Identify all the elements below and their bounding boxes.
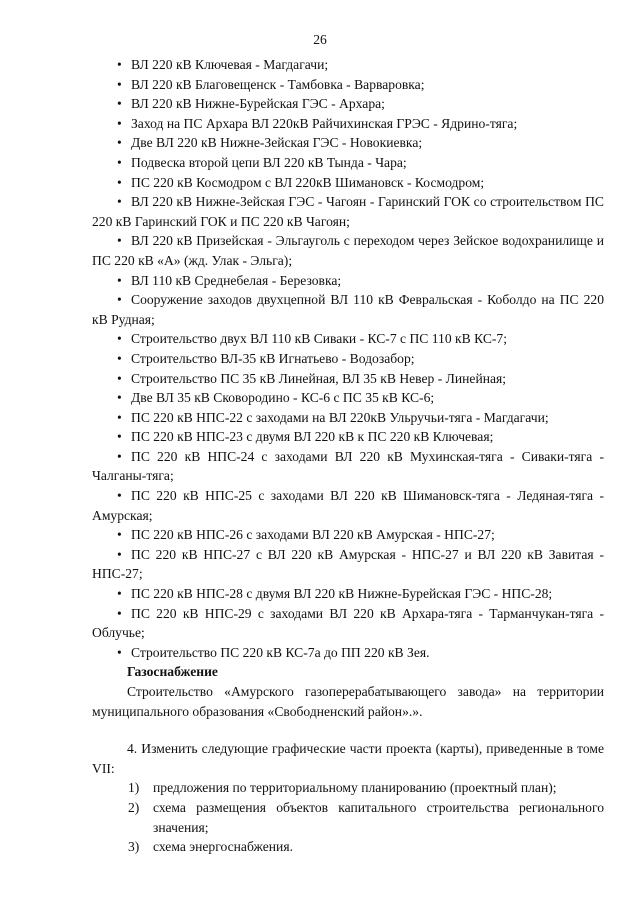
bullet-item: • ПС 220 кВ НПС-29 с заходами ВЛ 220 кВ Архара-тяга - Тарманчукан-тяга - Облучье; <box>92 604 604 643</box>
bullet-item: • Строительство двух ВЛ 110 кВ Сиваки - КС-7 с ПС 110 кВ КС-7; <box>92 329 604 349</box>
bullet-item: • ПС 220 кВ НПС-23 с двумя ВЛ 220 кВ к ПС 220 кВ Ключевая; <box>92 427 604 447</box>
bullet-item: • ВЛ 220 кВ Нижне-Зейская ГЭС - Чагоян - Гаринский ГОК со строительством ПС 220 кВ Гаринский ГОК и ПС 220 кВ Чагоян; <box>92 192 604 231</box>
bullet-item: • Строительство ВЛ-35 кВ Игнатьево - Водозабор; <box>92 349 604 369</box>
bullet-item: • ВЛ 110 кВ Среднебелая - Березовка; <box>92 271 604 291</box>
bullet-item: • Подвеска второй цепи ВЛ 220 кВ Тында - Чара; <box>92 153 604 173</box>
list-item-text: предложения по территориальному планированию (проектный план); <box>153 780 557 796</box>
bullet-item: • ПС 220 кВ НПС-22 с заходами на ВЛ 220кВ Ульручьи-тяга - Магдагачи; <box>92 408 604 428</box>
list-item <box>128 798 604 837</box>
list-item <box>128 778 604 798</box>
bullet-item: • ВЛ 220 кВ Ключевая - Магдагачи; <box>92 55 604 75</box>
bullet-item: • Строительство ПС 220 кВ КС-7а до ПП 220 кВ Зея. <box>92 643 604 663</box>
bullet-item: • ПС 220 кВ НПС-25 с заходами ВЛ 220 кВ Шимановск-тяга - Ледяная-тяга - Амурская; <box>92 486 604 525</box>
bullet-item: • ПС 220 кВ НПС-26 с заходами ВЛ 220 кВ Амурская - НПС-27; <box>92 525 604 545</box>
item-4-paragraph: 4. Изменить следующие графические части проекта (карты), приведенные в томе VII: <box>92 741 604 776</box>
document-body <box>92 55 604 857</box>
list-item <box>128 837 604 857</box>
bullet-item: • ВЛ 220 кВ Нижне-Бурейская ГЭС - Архара; <box>92 94 604 114</box>
list-item-text: схема энергоснабжения. <box>153 839 293 855</box>
bullet-item: • Две ВЛ 35 кВ Сковородино - КС-6 с ПС 35 кВ КС-6; <box>92 388 604 408</box>
section-heading-gas: Газоснабжение <box>127 664 218 680</box>
bullet-item: • Сооружение заходов двухцепной ВЛ 110 кВ Февральская - Коболдо на ПС 220 кВ Рудная; <box>92 290 604 329</box>
bullet-item: • ВЛ 220 кВ Благовещенск - Тамбовка - Варваровка; <box>92 75 604 95</box>
bullet-item: • ПС 220 кВ Космодром с ВЛ 220кВ Шимановск - Космодром; <box>92 173 604 193</box>
list-item-text: схема размещения объектов капитального строительства регионального значения; <box>153 799 604 835</box>
bullet-item: • Заход на ПС Архара ВЛ 220кВ Райчихинская ГРЭС - Ядрино-тяга; <box>92 114 604 134</box>
bullet-item: • Две ВЛ 220 кВ Нижне-Зейская ГЭС - Новокиевка; <box>92 133 604 153</box>
list-item-number: 3) <box>128 839 140 855</box>
list-item-number: 1) <box>128 780 140 796</box>
spacer <box>92 721 604 739</box>
page-number: 26 <box>313 32 327 47</box>
bullet-item: • ПС 220 кВ НПС-28 с двумя ВЛ 220 кВ Нижне-Бурейская ГЭС - НПС-28; <box>92 584 604 604</box>
bullet-item: • ПС 220 кВ НПС-27 с ВЛ 220 кВ Амурская - НПС-27 и ВЛ 220 кВ Завитая - НПС-27; <box>92 545 604 584</box>
bullet-item: • Строительство ПС 35 кВ Линейная, ВЛ 35 кВ Невер - Линейная; <box>92 369 604 389</box>
bullet-list <box>92 55 604 662</box>
gas-paragraph: Строительство «Амурского газоперерабатывающего завода» на территории муниципального образования «Свободненский район».». <box>92 684 604 719</box>
numbered-list <box>92 778 604 856</box>
list-item-number: 2) <box>128 799 140 815</box>
bullet-item: • ВЛ 220 кВ Призейская - Эльгауголь с переходом через Зейское водохранилище и ПС 220 кВ «А» (жд. Улак - Эльга); <box>92 231 604 270</box>
bullet-item: • ПС 220 кВ НПС-24 с заходами ВЛ 220 кВ Мухинская-тяга - Сиваки-тяга - Чалганы-тяга; <box>92 447 604 486</box>
